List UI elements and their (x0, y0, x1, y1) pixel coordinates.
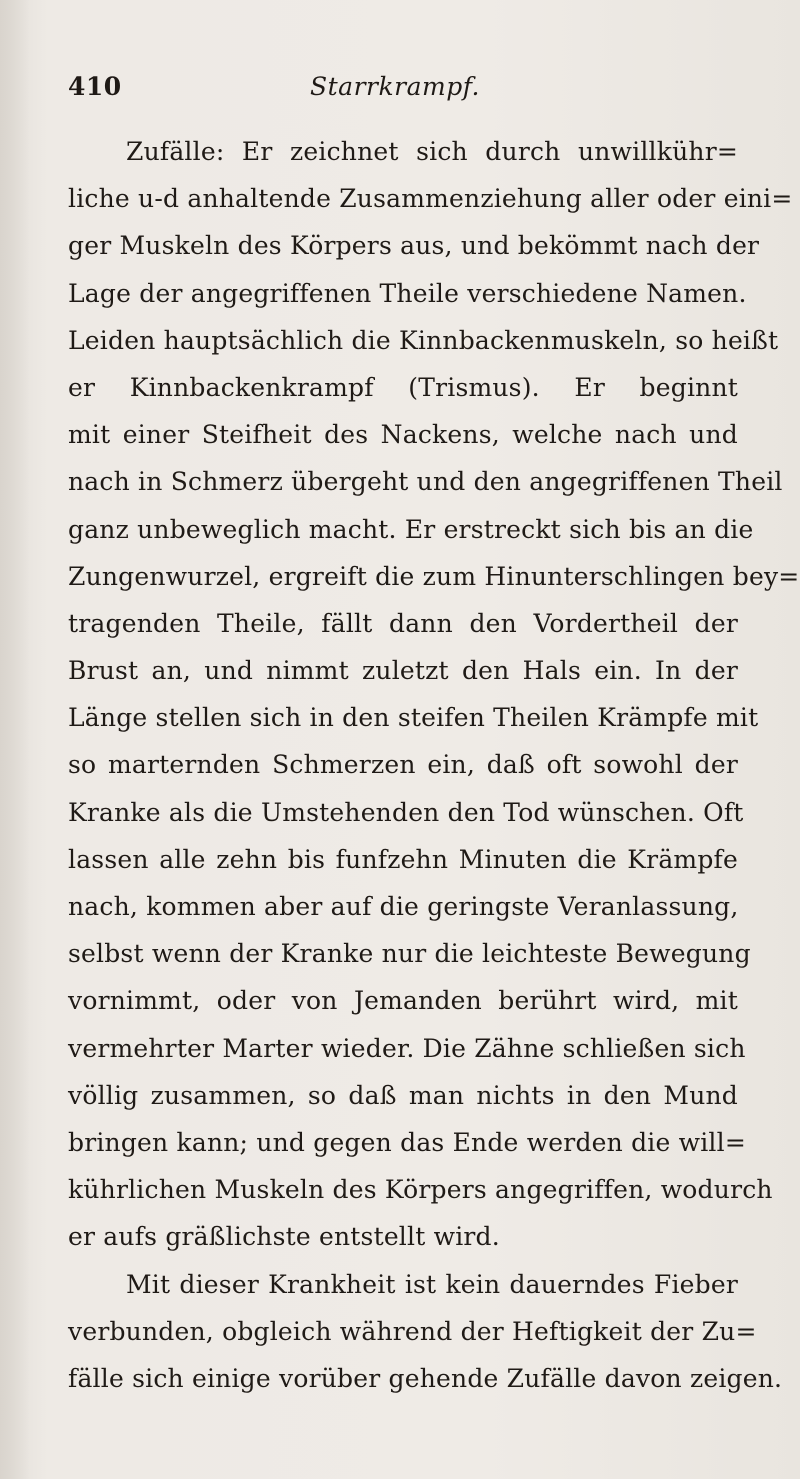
text-line: liche u-d anhaltende Zusammenziehung aller oder eini= (68, 184, 793, 214)
text-line: so marternden Schmerzen ein, daß oft sowohl der (68, 750, 738, 780)
text-line: fälle sich einige vorüber gehende Zufälle davon zeigen. (68, 1363, 783, 1393)
text-line: mit einer Steifheit des Nackens, welche nach und (68, 420, 738, 450)
paragraph-1 (68, 128, 800, 1261)
running-head (68, 72, 730, 112)
text-line: nach, kommen aber auf die geringste Veranlassung, (68, 892, 739, 921)
text-line: tragenden Theile, fällt dann den Vordertheil der (68, 608, 738, 638)
text-line: er aufs gräßlichste entstellt wird. (68, 1222, 500, 1252)
text-line: Zufälle: Er zeichnet sich durch unwillkühr= (126, 137, 738, 166)
text-line: Zungenwurzel, ergreift die zum Hinunterschlingen bey= (68, 561, 800, 591)
text-line: verbunden, obgleich während der Heftigkeit der Zu= (68, 1316, 757, 1346)
text-line: völlig zusammen, so daß man nichts in den Mund (68, 1080, 738, 1110)
text-line: vornimmt, oder von Jemanden berührt wird, mit (68, 986, 738, 1016)
text-line: lassen alle zehn bis funfzehn Minuten die Krämpfe (68, 844, 738, 874)
text-line: ger Muskeln des Körpers aus, und bekömmt nach der (68, 231, 760, 261)
running-title: Starrkrampf. (310, 72, 481, 101)
text-line: nach in Schmerz übergeht und den angegriffenen Theil (68, 467, 783, 497)
text-line: Leiden hauptsächlich die Kinnbackenmuskeln, so heißt (68, 325, 779, 355)
body-text (68, 128, 800, 1402)
paragraph-2 (68, 1261, 783, 1403)
text-line: Brust an, und nimmt zuletzt den Hals ein. In der (68, 656, 738, 686)
text-line: er Kinnbackenkrampf (Trismus). Er beginnt (68, 372, 738, 402)
text-line: Lage der angegriffenen Theile verschiedene Namen. (68, 278, 747, 308)
page-number: 410 (68, 72, 122, 101)
text-line: ganz unbeweglich macht. Er erstreckt sich bis an die (68, 514, 754, 544)
text-line: selbst wenn der Kranke nur die leichteste Bewegung (68, 939, 751, 969)
page-gutter-shadow (0, 0, 30, 1479)
text-line: vermehrter Marter wieder. Die Zähne schließen sich (68, 1033, 746, 1063)
text-line: bringen kann; und gegen das Ende werden die will= (68, 1127, 746, 1157)
text-line: Kranke als die Umstehenden den Tod wünschen. Oft (68, 797, 744, 827)
text-line: kührlichen Muskeln des Körpers angegriffen, wodurch (68, 1175, 773, 1205)
text-line: Länge stellen sich in den steifen Theilen Krämpfe mit (68, 703, 759, 733)
text-line: Mit dieser Krankheit ist kein dauerndes Fieber (126, 1269, 738, 1299)
